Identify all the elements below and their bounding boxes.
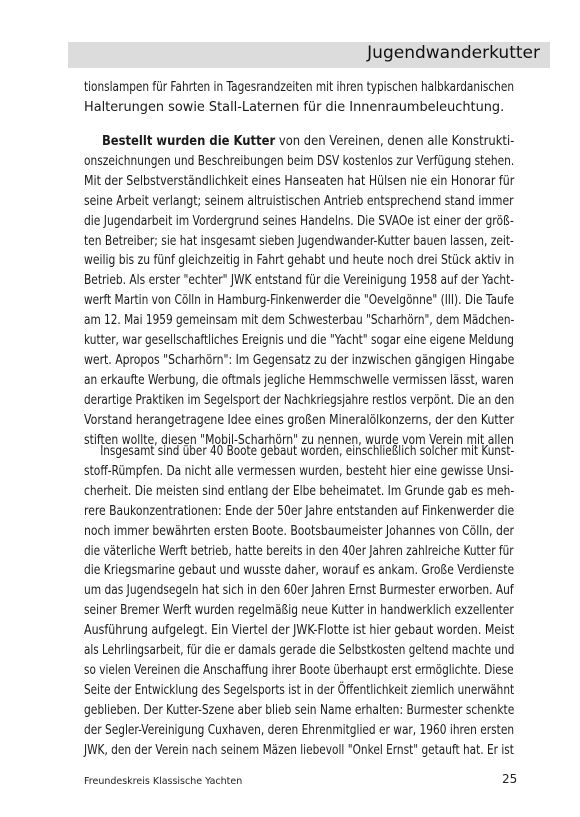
- text-line: noch immer bewährten ersten Boote. Bootsbaumeister Johannes von Cölln, der: [84, 523, 514, 539]
- running-header: [68, 42, 550, 68]
- text-line: als Lehrlingsarbeit, für die er damals gerade die Selbstkosten geltend machte und: [84, 643, 515, 659]
- text-line: Ausführung aufgelegt. Ein Viertel der JWK-Flotte ist hier gebaut worden. Meist: [84, 623, 515, 639]
- text-line: onszeichnungen und Beschreibungen beim DSV kostenlos zur Verfügung stehen.: [84, 153, 515, 169]
- text-line: seine Arbeit verlangt; seinem altruistischen Antrieb entsprechend stand immer: [84, 193, 514, 209]
- text-line: cherheit. Die meisten sind entlang der Elbe beheimatet. Im Grunde gab es meh-: [84, 483, 515, 499]
- text-line: geblieben. Der Kutter-Szene aber blieb sein Name erhalten: Burmester schenkte: [84, 702, 515, 718]
- text-line: kutter, war gesellschaftliches Ereignis und die "Yacht" sogar eine eigene Meldung: [84, 333, 515, 349]
- text-line: tionslampen für Fahrten in Tagesrandzeiten mit ihren typischen halbkardanischen: [84, 80, 514, 95]
- text-line: die Jugendarbeit im Vordergrund seines Handelns. Die SVAOe ist einer der größ-: [84, 213, 514, 229]
- text-line: werft Martin von Cölln in Hamburg-Finkenwerder die "Oevelgönne" (III). Die Taufe: [84, 293, 514, 309]
- text-line: die väterliche Werft betrieb, hatte bereits in den 40er Jahren zahlreiche Kutter für: [84, 543, 514, 559]
- footer-publisher: Freundeskreis Klassische Yachten: [84, 776, 243, 787]
- text-line: Insgesamt sind über 40 Boote gebaut worden, einschließlich solcher mit Kunst-: [100, 444, 515, 459]
- text-line: rere Baukonzentrationen: Ende der 50er Jahre entstanden auf Finkenwerder die: [84, 503, 515, 519]
- text-line: wert. Apropos "Scharhörn": Im Gegensatz zu der inzwischen gängigen Hingabe: [84, 352, 515, 368]
- text-line: Halterungen sowie Stall-Laternen für die Innenraumbeleuchtung.: [84, 99, 505, 115]
- text-line: Vorstand herangetragene Idee eines großen Mineralölkonzerns, der den Kutter: [84, 412, 515, 428]
- text-line: weilig bis zu fünf gleichzeitig in Fahrt gehabt und heute noch drei Stück aktiv in: [84, 253, 515, 269]
- text-line: Mit der Selbstverständlichkeit eines Hanseaten hat Hülsen nie ein Honorar für: [84, 173, 515, 189]
- text-line: die Kriegsmarine gebaut und wusste daher, worauf es ankam. Große Verdienste: [84, 563, 515, 579]
- text-line: am 12. Mai 1959 gemeinsam mit dem Schwesterbau "Scharhörn", dem Mädchen-: [84, 313, 515, 329]
- running-header-title: Jugendwanderkutter: [367, 43, 540, 63]
- paragraph-first-line-rest: von den Vereinen, denen alle Konstrukti-: [275, 134, 515, 149]
- text-line: [84, 132, 515, 152]
- text-line: stoff-Rümpfen. Da nicht alle vermessen wurden, besteht hier eine gewisse Unsi-: [84, 463, 514, 479]
- text-line: um das Jugendsegeln hat sich in den 60er Jahren Ernst Burmester erworben. Auf: [84, 583, 514, 599]
- paragraph-2: [84, 132, 514, 451]
- paragraph-lead-in: Bestellt wurden die Kutter: [101, 134, 276, 149]
- paragraph-1: [84, 78, 514, 118]
- text-line: Betrieb. Als erster "echter" JWK entstand für die Vereinigung 1958 auf der Yacht-: [84, 273, 515, 289]
- text-line: so vielen Vereinen die Anschaffung ihrer Boote überhaupt erst ermöglichte. Diese: [84, 662, 514, 678]
- text-line: seiner Bremer Werft wurden regelmäßig neue Kutter in handwerklich exzellenter: [84, 603, 514, 619]
- page-number: 25: [502, 772, 518, 786]
- paragraph-3: [84, 442, 514, 761]
- text-line: an erkaufte Werbung, die oftmals jegliche Hemmschwelle vermissen lässt, waren: [84, 372, 514, 388]
- text-line: der Segler-Vereinigung Cuxhaven, deren Ehrenmitglied er war, 1960 ihren ersten: [84, 722, 515, 738]
- text-line: Seite der Entwicklung des Segelsports ist in der Öffentlichkeit ziemlich unerwähnt: [84, 682, 515, 698]
- text-line: JWK, den der Verein nach seinem Mäzen liebevoll "Onkel Ernst" getauft hat. Er ist: [84, 742, 514, 758]
- text-line: derartige Praktiken im Segelsport der Nachkriegsjahre restlos verpönt. Die an den: [84, 392, 515, 408]
- text-line: ten Betreiber; sie hat insgesamt sieben Jugendwander-Kutter bauen lassen, zeit-: [84, 233, 514, 249]
- text-line: stiften wollte, diesen "Mobil-Scharhörn" zu nennen, wurde vom Verein mit allen: [84, 432, 514, 448]
